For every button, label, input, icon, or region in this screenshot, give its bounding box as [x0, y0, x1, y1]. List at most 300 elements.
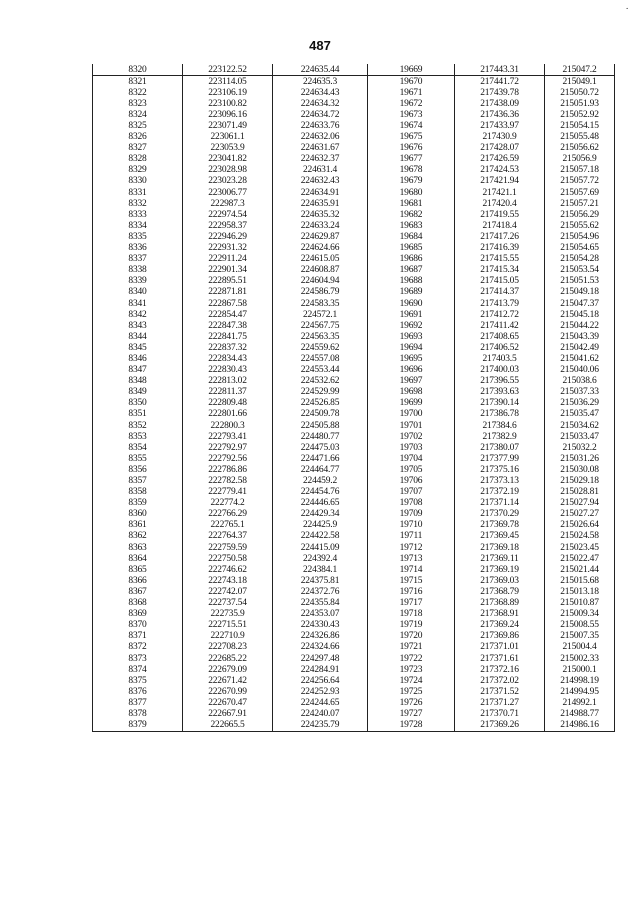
table-row: [93, 475, 615, 486]
point-number-a: 8360: [93, 509, 183, 520]
x-coordinate-b: 217384.6: [455, 420, 545, 431]
table-row: [93, 542, 615, 553]
x-coordinate-a: 222901.34: [183, 265, 273, 276]
y-coordinate-a: 224480.77: [273, 431, 368, 442]
point-number-a: 8361: [93, 520, 183, 531]
point-number-a: 8376: [93, 686, 183, 697]
point-number-a: 8338: [93, 265, 183, 276]
y-coordinate-b: 215055.48: [545, 132, 615, 143]
point-number-b: 19694: [368, 342, 455, 353]
point-number-b: 19685: [368, 243, 455, 254]
y-coordinate-a: 224475.03: [273, 442, 368, 453]
y-coordinate-b: 215009.34: [545, 609, 615, 620]
x-coordinate-a: 222742.07: [183, 586, 273, 597]
y-coordinate-a: 224586.79: [273, 287, 368, 298]
point-number-b: 19675: [368, 132, 455, 143]
x-coordinate-b: 217373.13: [455, 475, 545, 486]
point-number-b: 19722: [368, 653, 455, 664]
x-coordinate-a: 222792.97: [183, 442, 273, 453]
table-row: [93, 109, 615, 120]
y-coordinate-b: 215013.18: [545, 586, 615, 597]
x-coordinate-a: 222974.54: [183, 209, 273, 220]
point-number-b: 19700: [368, 409, 455, 420]
y-coordinate-b: 215023.45: [545, 542, 615, 553]
point-number-a: 8329: [93, 165, 183, 176]
y-coordinate-a: 224235.79: [273, 720, 368, 732]
table-row: [93, 564, 615, 575]
table-row: [93, 353, 615, 364]
x-coordinate-b: 217436.36: [455, 109, 545, 120]
point-number-b: 19682: [368, 209, 455, 220]
point-number-b: 19690: [368, 298, 455, 309]
point-number-a: 8320: [93, 64, 183, 76]
y-coordinate-b: 215044.22: [545, 320, 615, 331]
x-coordinate-a: 222834.43: [183, 353, 273, 364]
x-coordinate-b: 217370.29: [455, 509, 545, 520]
x-coordinate-a: 223100.82: [183, 98, 273, 109]
x-coordinate-a: 222871.81: [183, 287, 273, 298]
x-coordinate-a: 222786.86: [183, 464, 273, 475]
point-number-b: 19692: [368, 320, 455, 331]
point-number-b: 19706: [368, 475, 455, 486]
point-number-a: 8355: [93, 453, 183, 464]
table-row: [93, 520, 615, 531]
y-coordinate-b: 215035.47: [545, 409, 615, 420]
point-number-a: 8331: [93, 187, 183, 198]
x-coordinate-b: 217390.14: [455, 398, 545, 409]
x-coordinate-a: 222679.09: [183, 664, 273, 675]
x-coordinate-a: 222670.47: [183, 697, 273, 708]
table-row: [93, 276, 615, 287]
y-coordinate-a: 224634.32: [273, 98, 368, 109]
table-row: [93, 254, 615, 265]
x-coordinate-a: 222765.1: [183, 520, 273, 531]
table-row: [93, 409, 615, 420]
x-coordinate-a: 222854.47: [183, 309, 273, 320]
x-coordinate-b: 217372.16: [455, 664, 545, 675]
y-coordinate-b: 215049.1: [545, 76, 615, 88]
y-coordinate-b: 215002.33: [545, 653, 615, 664]
point-number-a: 8363: [93, 542, 183, 553]
y-coordinate-b: 215037.33: [545, 387, 615, 398]
point-number-a: 8343: [93, 320, 183, 331]
table-row: [93, 198, 615, 209]
coordinates-table-body: [93, 64, 615, 731]
y-coordinate-a: 224256.64: [273, 675, 368, 686]
point-number-a: 8342: [93, 309, 183, 320]
x-coordinate-b: 217415.05: [455, 276, 545, 287]
point-number-b: 19678: [368, 165, 455, 176]
y-coordinate-a: 224631.4: [273, 165, 368, 176]
y-coordinate-a: 224572.1: [273, 309, 368, 320]
table-row: [93, 132, 615, 143]
point-number-a: 8359: [93, 498, 183, 509]
x-coordinate-a: 222715.51: [183, 620, 273, 631]
table-row: [93, 553, 615, 564]
x-coordinate-a: 222847.38: [183, 320, 273, 331]
point-number-a: 8337: [93, 254, 183, 265]
point-number-b: 19674: [368, 120, 455, 131]
point-number-a: 8373: [93, 653, 183, 664]
x-coordinate-a: 222665.5: [183, 720, 273, 732]
x-coordinate-b: 217371.14: [455, 498, 545, 509]
y-coordinate-a: 224330.43: [273, 620, 368, 631]
point-number-b: 19669: [368, 64, 455, 76]
table-row: [93, 631, 615, 642]
point-number-a: 8374: [93, 664, 183, 675]
point-number-b: 19715: [368, 575, 455, 586]
table-row: [93, 64, 615, 76]
x-coordinate-a: 222708.23: [183, 642, 273, 653]
point-number-a: 8354: [93, 442, 183, 453]
x-coordinate-b: 217414.37: [455, 287, 545, 298]
y-coordinate-b: 215056.9: [545, 154, 615, 165]
x-coordinate-a: 222764.37: [183, 531, 273, 542]
point-number-b: 19719: [368, 620, 455, 631]
point-number-b: 19693: [368, 331, 455, 342]
y-coordinate-a: 224615.05: [273, 254, 368, 265]
x-coordinate-a: 222766.29: [183, 509, 273, 520]
point-number-a: 8365: [93, 564, 183, 575]
x-coordinate-b: 217428.07: [455, 143, 545, 154]
point-number-b: 19723: [368, 664, 455, 675]
x-coordinate-a: 222670.99: [183, 686, 273, 697]
point-number-a: 8346: [93, 353, 183, 364]
y-coordinate-b: 215024.58: [545, 531, 615, 542]
y-coordinate-b: 215047.2: [545, 64, 615, 76]
x-coordinate-a: 223061.1: [183, 132, 273, 143]
x-coordinate-b: 217368.79: [455, 586, 545, 597]
y-coordinate-b: 215052.92: [545, 109, 615, 120]
table-row: [93, 453, 615, 464]
y-coordinate-b: 215030.08: [545, 464, 615, 475]
point-number-a: 8377: [93, 697, 183, 708]
point-number-a: 8325: [93, 120, 183, 131]
y-coordinate-b: 215041.62: [545, 353, 615, 364]
point-number-a: 8326: [93, 132, 183, 143]
table-row: [93, 243, 615, 254]
y-coordinate-a: 224415.09: [273, 542, 368, 553]
table-row: [93, 598, 615, 609]
point-number-a: 8332: [93, 198, 183, 209]
x-coordinate-a: 222946.29: [183, 231, 273, 242]
y-coordinate-b: 215054.96: [545, 231, 615, 242]
x-coordinate-a: 223023.28: [183, 176, 273, 187]
x-coordinate-a: 223071.49: [183, 120, 273, 131]
table-row: [93, 98, 615, 109]
point-number-b: 19676: [368, 143, 455, 154]
x-coordinate-b: 217369.11: [455, 553, 545, 564]
y-coordinate-b: 215056.29: [545, 209, 615, 220]
y-coordinate-b: 215008.55: [545, 620, 615, 631]
table-row: [93, 575, 615, 586]
x-coordinate-b: 217396.55: [455, 376, 545, 387]
y-coordinate-a: 224532.62: [273, 376, 368, 387]
y-coordinate-b: 215040.06: [545, 365, 615, 376]
y-coordinate-b: 215054.28: [545, 254, 615, 265]
y-coordinate-b: 214992.1: [545, 697, 615, 708]
x-coordinate-b: 217418.4: [455, 220, 545, 231]
point-number-a: 8378: [93, 708, 183, 719]
table-row: [93, 76, 615, 88]
point-number-b: 19711: [368, 531, 455, 542]
table-row: [93, 531, 615, 542]
y-coordinate-b: 215050.72: [545, 87, 615, 98]
table-row: [93, 609, 615, 620]
point-number-b: 19683: [368, 220, 455, 231]
x-coordinate-b: 217412.72: [455, 309, 545, 320]
point-number-a: 8322: [93, 87, 183, 98]
y-coordinate-a: 224464.77: [273, 464, 368, 475]
y-coordinate-a: 224635.3: [273, 76, 368, 88]
y-coordinate-b: 214986.16: [545, 720, 615, 732]
y-coordinate-b: 215004.4: [545, 642, 615, 653]
x-coordinate-a: 223006.77: [183, 187, 273, 198]
point-number-a: 8345: [93, 342, 183, 353]
x-coordinate-a: 222895.51: [183, 276, 273, 287]
y-coordinate-a: 224284.91: [273, 664, 368, 675]
x-coordinate-a: 223041.82: [183, 154, 273, 165]
table-row: [93, 87, 615, 98]
y-coordinate-b: 215053.54: [545, 265, 615, 276]
point-number-b: 19684: [368, 231, 455, 242]
point-number-a: 8362: [93, 531, 183, 542]
point-number-b: 19701: [368, 420, 455, 431]
x-coordinate-b: 217371.61: [455, 653, 545, 664]
point-number-b: 19695: [368, 353, 455, 364]
point-number-a: 8364: [93, 553, 183, 564]
point-number-a: 8340: [93, 287, 183, 298]
x-coordinate-a: 222867.58: [183, 298, 273, 309]
point-number-b: 19691: [368, 309, 455, 320]
y-coordinate-a: 224454.76: [273, 487, 368, 498]
x-coordinate-a: 222813.02: [183, 376, 273, 387]
point-number-a: 8353: [93, 431, 183, 442]
y-coordinate-b: 215015.68: [545, 575, 615, 586]
point-number-b: 19710: [368, 520, 455, 531]
point-number-b: 19718: [368, 609, 455, 620]
corner-speck: .: [626, 1, 629, 11]
point-number-a: 8334: [93, 220, 183, 231]
point-number-a: 8351: [93, 409, 183, 420]
x-coordinate-b: 217421.94: [455, 176, 545, 187]
x-coordinate-b: 217413.79: [455, 298, 545, 309]
table-row: [93, 442, 615, 453]
point-number-b: 19686: [368, 254, 455, 265]
table-row: [93, 642, 615, 653]
x-coordinate-a: 222792.56: [183, 453, 273, 464]
y-coordinate-b: 215031.26: [545, 453, 615, 464]
x-coordinate-b: 217369.45: [455, 531, 545, 542]
y-coordinate-a: 224326.86: [273, 631, 368, 642]
point-number-b: 19681: [368, 198, 455, 209]
y-coordinate-a: 224634.43: [273, 87, 368, 98]
y-coordinate-b: 215057.21: [545, 198, 615, 209]
point-number-a: 8352: [93, 420, 183, 431]
y-coordinate-a: 224529.99: [273, 387, 368, 398]
y-coordinate-b: 215026.64: [545, 520, 615, 531]
y-coordinate-b: 215029.18: [545, 475, 615, 486]
point-number-a: 8356: [93, 464, 183, 475]
point-number-a: 8371: [93, 631, 183, 642]
y-coordinate-a: 224384.1: [273, 564, 368, 575]
x-coordinate-a: 223028.98: [183, 165, 273, 176]
table-row: [93, 209, 615, 220]
x-coordinate-b: 217393.63: [455, 387, 545, 398]
point-number-a: 8341: [93, 298, 183, 309]
table-row: [93, 686, 615, 697]
y-coordinate-a: 224471.66: [273, 453, 368, 464]
x-coordinate-b: 217369.78: [455, 520, 545, 531]
x-coordinate-b: 217424.53: [455, 165, 545, 176]
x-coordinate-b: 217408.65: [455, 331, 545, 342]
x-coordinate-b: 217441.72: [455, 76, 545, 88]
table-row: [93, 320, 615, 331]
y-coordinate-b: 215034.62: [545, 420, 615, 431]
table-row: [93, 176, 615, 187]
x-coordinate-a: 222774.2: [183, 498, 273, 509]
table-row: [93, 220, 615, 231]
point-number-a: 8339: [93, 276, 183, 287]
x-coordinate-a: 222685.22: [183, 653, 273, 664]
y-coordinate-a: 224425.9: [273, 520, 368, 531]
point-number-a: 8375: [93, 675, 183, 686]
y-coordinate-b: 215057.18: [545, 165, 615, 176]
y-coordinate-a: 224324.66: [273, 642, 368, 653]
point-number-a: 8366: [93, 575, 183, 586]
point-number-a: 8327: [93, 143, 183, 154]
point-number-b: 19713: [368, 553, 455, 564]
table-row: [93, 154, 615, 165]
y-coordinate-a: 224632.43: [273, 176, 368, 187]
y-coordinate-a: 224608.87: [273, 265, 368, 276]
y-coordinate-a: 224353.07: [273, 609, 368, 620]
x-coordinate-a: 222830.43: [183, 365, 273, 376]
x-coordinate-a: 222759.59: [183, 542, 273, 553]
y-coordinate-a: 224632.37: [273, 154, 368, 165]
point-number-a: 8336: [93, 243, 183, 254]
x-coordinate-b: 217426.59: [455, 154, 545, 165]
point-number-b: 19697: [368, 376, 455, 387]
y-coordinate-a: 224505.88: [273, 420, 368, 431]
point-number-b: 19680: [368, 187, 455, 198]
y-coordinate-b: 215027.27: [545, 509, 615, 520]
table-row: [93, 420, 615, 431]
point-number-a: 8328: [93, 154, 183, 165]
y-coordinate-a: 224429.34: [273, 509, 368, 520]
point-number-b: 19679: [368, 176, 455, 187]
y-coordinate-b: 215055.62: [545, 220, 615, 231]
point-number-a: 8335: [93, 231, 183, 242]
point-number-a: 8347: [93, 365, 183, 376]
coordinates-table: [92, 64, 615, 732]
point-number-b: 19712: [368, 542, 455, 553]
x-coordinate-b: 217369.19: [455, 564, 545, 575]
y-coordinate-a: 224631.67: [273, 143, 368, 154]
point-number-b: 19708: [368, 498, 455, 509]
y-coordinate-a: 224372.76: [273, 586, 368, 597]
point-number-b: 19671: [368, 87, 455, 98]
y-coordinate-b: 215028.81: [545, 487, 615, 498]
x-coordinate-a: 222667.91: [183, 708, 273, 719]
point-number-b: 19720: [368, 631, 455, 642]
point-number-a: 8348: [93, 376, 183, 387]
y-coordinate-a: 224297.48: [273, 653, 368, 664]
x-coordinate-b: 217369.24: [455, 620, 545, 631]
table-row: [93, 387, 615, 398]
table-row: [93, 165, 615, 176]
point-number-a: 8369: [93, 609, 183, 620]
point-number-b: 19714: [368, 564, 455, 575]
y-coordinate-a: 224633.76: [273, 120, 368, 131]
y-coordinate-b: 215047.37: [545, 298, 615, 309]
y-coordinate-b: 215057.69: [545, 187, 615, 198]
x-coordinate-b: 217421.1: [455, 187, 545, 198]
table-row: [93, 620, 615, 631]
y-coordinate-a: 224252.93: [273, 686, 368, 697]
y-coordinate-b: 215010.87: [545, 598, 615, 609]
y-coordinate-b: 215054.65: [545, 243, 615, 254]
point-number-a: 8324: [93, 109, 183, 120]
y-coordinate-a: 224559.62: [273, 342, 368, 353]
x-coordinate-b: 217430.9: [455, 132, 545, 143]
y-coordinate-a: 224632.06: [273, 132, 368, 143]
x-coordinate-a: 223122.52: [183, 64, 273, 76]
x-coordinate-a: 222801.66: [183, 409, 273, 420]
point-number-a: 8370: [93, 620, 183, 631]
x-coordinate-a: 223053.9: [183, 143, 273, 154]
point-number-a: 8321: [93, 76, 183, 88]
point-number-b: 19689: [368, 287, 455, 298]
table-row: [93, 265, 615, 276]
y-coordinate-a: 224583.35: [273, 298, 368, 309]
y-coordinate-b: 215057.72: [545, 176, 615, 187]
point-number-a: 8323: [93, 98, 183, 109]
point-number-a: 8358: [93, 487, 183, 498]
point-number-b: 19705: [368, 464, 455, 475]
point-number-a: 8379: [93, 720, 183, 732]
point-number-b: 19696: [368, 365, 455, 376]
point-number-b: 19725: [368, 686, 455, 697]
point-number-a: 8349: [93, 387, 183, 398]
table-row: [93, 398, 615, 409]
point-number-a: 8330: [93, 176, 183, 187]
x-coordinate-b: 217372.02: [455, 675, 545, 686]
x-coordinate-a: 222987.3: [183, 198, 273, 209]
x-coordinate-b: 217419.55: [455, 209, 545, 220]
x-coordinate-b: 217380.07: [455, 442, 545, 453]
y-coordinate-a: 224563.35: [273, 331, 368, 342]
table-row: [93, 187, 615, 198]
x-coordinate-b: 217370.71: [455, 708, 545, 719]
point-number-a: 8367: [93, 586, 183, 597]
y-coordinate-b: 214994.95: [545, 686, 615, 697]
x-coordinate-a: 222710.9: [183, 631, 273, 642]
y-coordinate-b: 215038.6: [545, 376, 615, 387]
table-row: [93, 664, 615, 675]
x-coordinate-a: 223096.16: [183, 109, 273, 120]
table-row: [93, 464, 615, 475]
x-coordinate-a: 223114.05: [183, 76, 273, 88]
point-number-b: 19702: [368, 431, 455, 442]
x-coordinate-b: 217420.4: [455, 198, 545, 209]
table-row: [93, 120, 615, 131]
table-row: [93, 331, 615, 342]
y-coordinate-a: 224634.91: [273, 187, 368, 198]
x-coordinate-b: 217417.26: [455, 231, 545, 242]
x-coordinate-b: 217415.55: [455, 254, 545, 265]
x-coordinate-a: 222743.18: [183, 575, 273, 586]
